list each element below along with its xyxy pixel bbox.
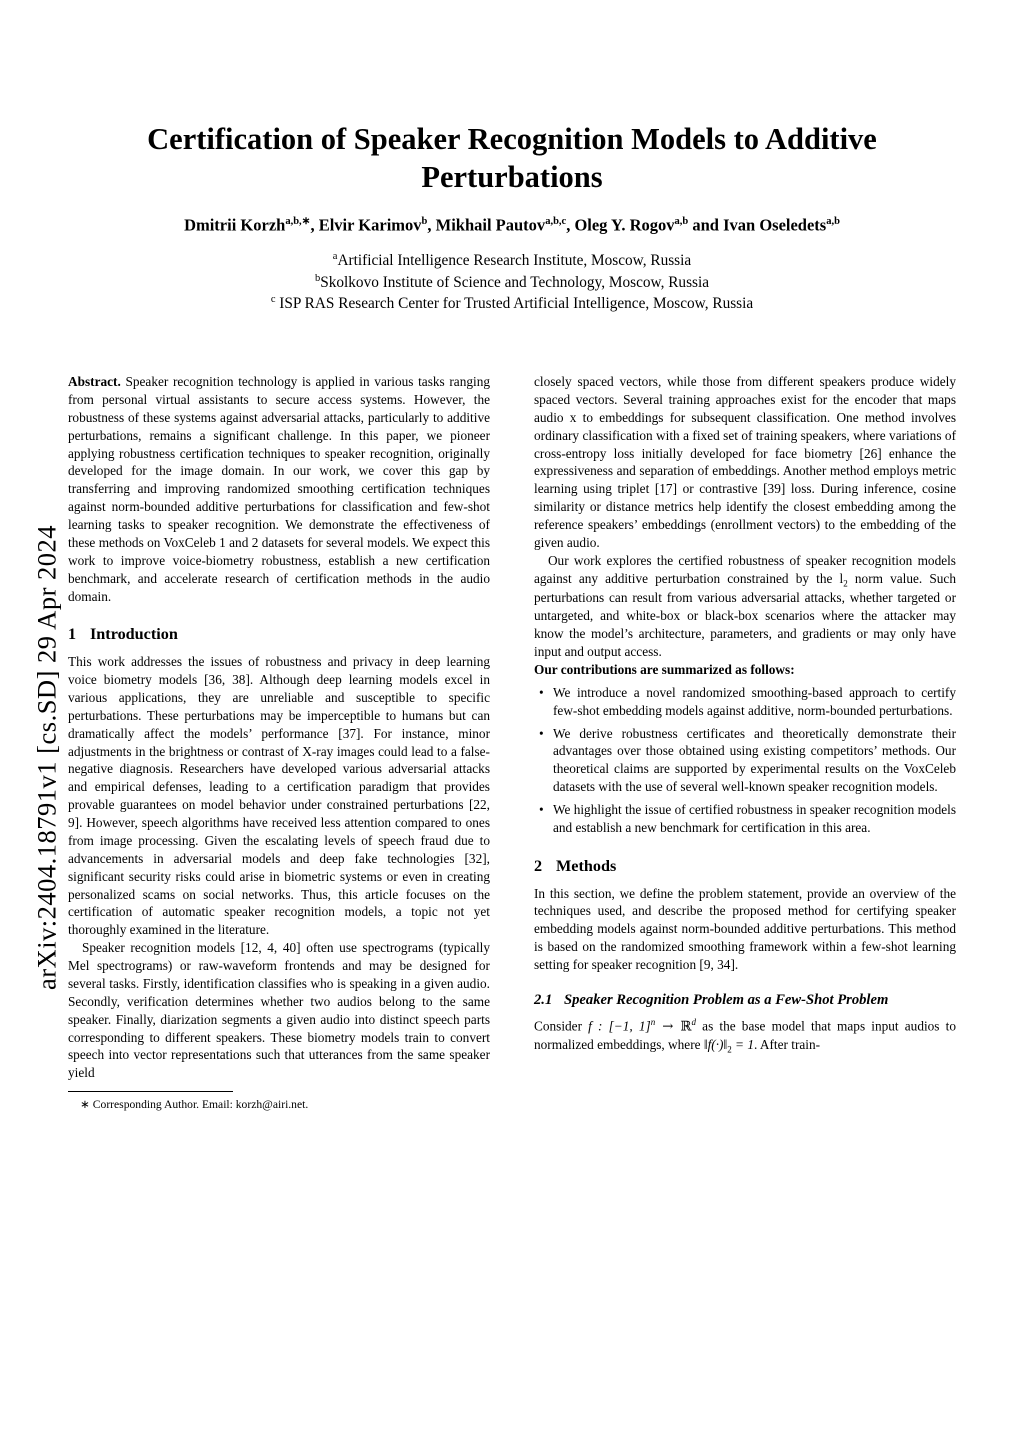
author-affil-marker: b <box>421 216 428 228</box>
intro-paragraph-1: This work addresses the issues of robustness and privacy in deep learning voice biometry models [36, 38]. Although deep learning models excel in various applications, they are unreliable and susceptible to specific perturbations. These perturbations may be imperceptible to humans but can dramatically affect the models’ performance [37]. For instance, minor adjustments in the brightness or contrast of X-ray images could lead to a false-negative diagnosis. Researchers have developed various adversarial attacks and empirical defenses, leading to a certification paradigm that provides provable guarantees on model behavior under constrained perturbations [22, 9]. However, speech algorithms have received less attention compared to ones from image processing. Given the escalating levels of speech fraud due to advancements in adversarial models and deep fake technologies [32], significant security risks could arise in biometric systems or even in creating personalized scams on social networks. Thus, this article focuses on the certification of automatic speaker recognition models, a topic not yet thoroughly examined in the literature. <box>68 654 490 938</box>
sub21-text-c: . After train- <box>753 1037 821 1053</box>
section-title: Methods <box>556 856 617 875</box>
author-affil-marker: a,b <box>826 216 840 228</box>
author-name: Elvir Karimov <box>318 215 422 235</box>
sub21-text-b: as the base model that maps input audios to normalized embeddings, where <box>534 1018 956 1053</box>
abstract-paragraph <box>68 373 490 605</box>
intro-p4-pre: Our work explores the certified robustness of speaker recognition models against any additive perturbation constrained by the l <box>534 552 956 586</box>
subsection-number: 2.1 <box>534 991 553 1008</box>
section-heading-introduction <box>68 624 490 646</box>
intro-p4-post: norm value. Such perturbations can result from various adversarial attacks, whether targeted or untargeted, and white-box or black-box scenarios where the attacker may know the model’s architecture, parameters, and gradients or may only have input and output access. <box>534 570 956 659</box>
affiliation-text: Artificial Intelligence Research Institute, Moscow, Russia <box>337 251 692 269</box>
intro-paragraph-2: Speaker recognition models [12, 4, 40] often use spectrograms (typically Mel spectrograms) or raw-waveform frontends and may be designed for several tasks. Firstly, identification classifies who is speaking in a given audio. Secondly, verification determines whether two audios belong to the same speaker. Finally, diarization segments a given audio into distinct speech parts corresponding to different speakers. These biometry models train to convert speech into vector representations such that utterances from the same speaker yield <box>68 940 490 1081</box>
contributions-heading: Our contributions are summarized as follows: <box>534 661 795 677</box>
abstract-text: Speaker recognition technology is applied in various tasks ranging from personal virtual assistants to secure access systems. However, the robustness of these systems against adversarial attacks, particularly to additive perturbations, remains a significant challenge. In this paper, we pioneer applying robustness certification techniques to speaker recognition, originally developed for the image domain. In our work, we cover this gap by transferring and improving randomized smoothing certification techniques against norm-bounded additive perturbations for classification and few-shot learning tasks to speaker recognition. We demonstrate the effectiveness of these methods on VoxCeleb 1 and 2 datasets for several models. We expect this work to improve voice-biometry robustness, establish a new certification benchmark, and accelerate research of certification methods in the audio domain. <box>68 374 490 604</box>
math-inline-f-domain: f : [−1, 1] <box>588 1018 651 1034</box>
subsection-title: Speaker Recognition Problem as a Few-Shot Problem <box>564 991 889 1008</box>
body-columns <box>68 373 956 1112</box>
affiliation-item <box>68 272 956 294</box>
math-inline-codomain: → ℝ <box>655 1019 692 1035</box>
intro-paragraph-4 <box>534 552 956 661</box>
paper-header <box>68 120 956 315</box>
author-name: Dmitrii Korzh <box>184 215 286 235</box>
author-affil-marker: a,b,∗ <box>285 216 311 228</box>
author-separator: , <box>566 215 575 235</box>
author-separator: , <box>427 215 436 235</box>
column-right <box>534 373 956 1112</box>
affiliation-item <box>68 293 956 315</box>
list-item: • We introduce a novel randomized smoothing-based approach to certify few-shot embedding models against additive, norm-bounded perturbations. <box>553 684 956 720</box>
subsection-2-1-paragraph-1 <box>534 1016 956 1056</box>
affiliation-list <box>68 250 956 315</box>
author-name: Mikhail Pautov <box>435 215 546 235</box>
author-name: Ivan Oseledets <box>723 215 827 235</box>
affiliation-text: Skolkovo Institute of Science and Technology, Moscow, Russia <box>320 273 710 291</box>
author-list <box>68 215 956 236</box>
author-affil-marker: a,b <box>674 216 689 228</box>
author-separator: and <box>688 215 724 235</box>
contributions-list <box>534 684 956 837</box>
footnote-divider <box>68 1091 233 1092</box>
affiliation-item <box>68 250 956 272</box>
footnote-text: ∗ Corresponding Author. Email: korzh@airi.net. <box>80 1098 309 1112</box>
affiliation-marker: c <box>270 294 276 306</box>
section-title: Introduction <box>90 625 178 644</box>
math-superscript-n: n <box>650 1016 656 1027</box>
subsection-heading-2-1 <box>534 991 956 1010</box>
intro-p4-subscript: 2 <box>843 578 848 589</box>
abstract-label: Abstract. <box>68 374 121 389</box>
column-left <box>68 373 490 1112</box>
section-heading-methods <box>534 856 956 878</box>
list-item: • We highlight the issue of certified robustness in speaker recognition models and establish a new benchmark for certification in this area. <box>553 801 956 837</box>
section-number: 1 <box>68 625 77 644</box>
affiliation-marker: a <box>332 250 338 262</box>
author-separator: , <box>310 215 319 235</box>
math-superscript-d: d <box>691 1016 697 1027</box>
math-inline-equals-one: = 1 <box>731 1037 754 1053</box>
arxiv-stamp: arXiv:2404.18791v1 [cs.SD] 29 Apr 2024 <box>31 524 62 991</box>
math-subscript-2: 2 <box>727 1044 732 1055</box>
math-inline-norm: ‖f(·)‖ <box>703 1037 728 1053</box>
list-item: • We derive robustness certificates and theoretically demonstrate their advantages over those obtained using existing competitors’ methods. Our theoretical claims are supported by experimental results on the VoxCeleb datasets with the use of several well-known speaker recognition models. <box>553 725 956 797</box>
page-title: Certification of Speaker Recognition Models to Additive Perturbations <box>147 122 877 195</box>
intro-paragraph-3: closely spaced vectors, while those from different speakers produce widely spaced vectors. Several training approaches exist for the encoder that maps audio x to embeddings for subsequent classification. One method involves ordinary classification with a fixed set of training speakers, where variations of cross-entropy loss initially developed for face biometry [26] enhance the expressiveness and separation of embeddings. Another method employs metric learning using triplet [17] or contrastive [39] loss. During inference, cosine similarity or distance metrics help identify the closest embedding among the reference speakers’ embeddings (enrollment vectors) to the embedding of the given audio. <box>534 374 956 550</box>
author-name: Oleg Y. Rogov <box>574 215 675 235</box>
section-number: 2 <box>534 856 543 875</box>
affiliation-marker: b <box>314 272 321 284</box>
sub21-text-a: Consider <box>534 1018 589 1034</box>
methods-paragraph-1: In this section, we define the problem statement, provide an overview of the techniques used, and describe the proposed method for certifying speaker embedding models against norm-bounded additive perturbations. This method is based on the randomized smoothing framework within a few-shot learning setting for speaker recognition [9, 34]. <box>534 885 956 973</box>
author-affil-marker: a,b,c <box>545 216 567 228</box>
affiliation-text: ISP RAS Research Center for Trusted Artificial Intelligence, Moscow, Russia <box>275 295 754 313</box>
